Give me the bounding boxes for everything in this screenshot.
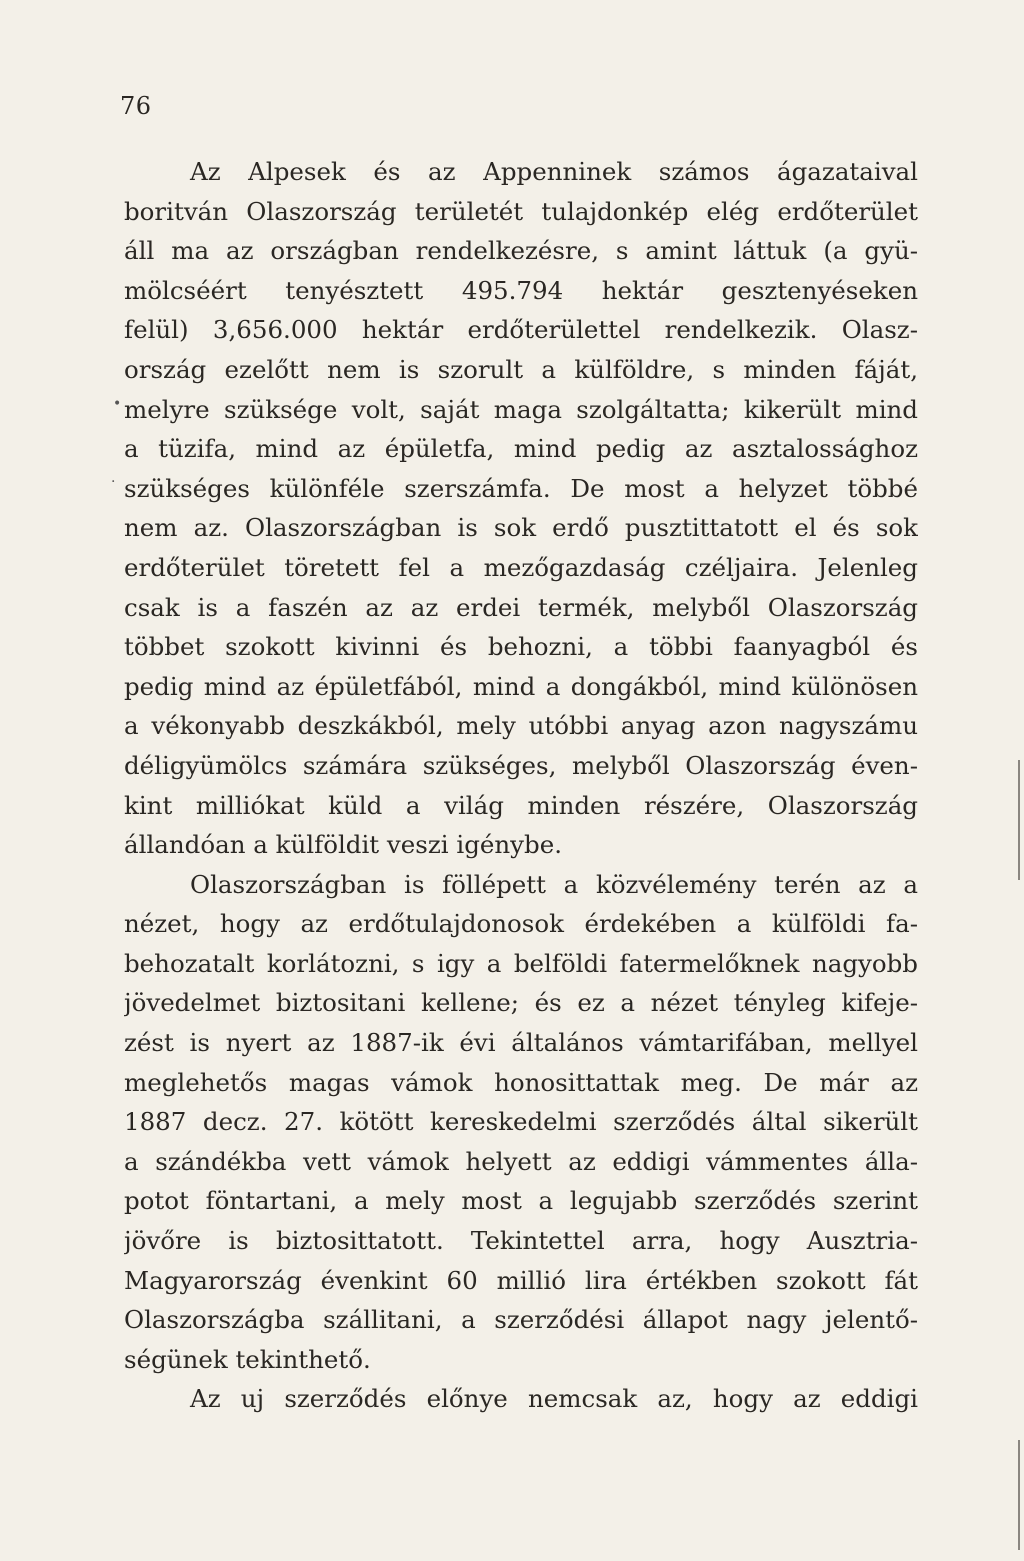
text-line: Olaszországba szállitani, a szerződési állapot nagy jelentő- [124, 1305, 918, 1335]
text-line: jövőre is biztosittatott. Tekintettel arra, hogy Ausztria- [124, 1226, 918, 1256]
text-line: behozatalt korlátozni, s igy a belföldi fatermelőknek nagyobb [124, 948, 918, 978]
text-line: áll ma az országban rendelkezésre, s amint láttuk (a gyü- [124, 236, 918, 266]
text-line: a vékonyabb deszkákból, mely utóbbi anyag azon nagyszámu [124, 711, 918, 741]
text-line: felül) 3,656.000 hektár erdőterülettel rendelkezik. Olasz- [124, 315, 918, 345]
text-line: állandóan a külföldit veszi igénybe. [124, 830, 562, 860]
text-line: szükséges különféle szerszámfa. De most a helyzet többé [124, 473, 918, 503]
text-line: erdőterület töretett fel a mezőgazdaság czéljaira. Jelenleg [124, 552, 918, 582]
text-line: potot föntartani, a mely most a legujabb szerződés szerint [124, 1186, 918, 1216]
text-line: Az uj szerződés előnye nemcsak az, hogy az eddigi [190, 1384, 918, 1414]
text-line: pedig mind az épületfából, mind a dongákból, mind különösen [124, 671, 918, 701]
text-line: Magyarország évenkint 60 millió lira értékben szokott fát [124, 1265, 918, 1295]
margin-dot: · [111, 474, 116, 490]
text-line: csak is a faszén az az erdei termék, melyből Olaszország [124, 592, 918, 622]
page-edge-line [1018, 760, 1020, 880]
text-line: kint milliókat küld a világ minden részére, Olaszország [124, 790, 918, 820]
text-line: mölcséért tenyésztett 495.794 hektár gesztenyéseken [124, 275, 918, 305]
text-line: déligyümölcs számára szükséges, melyből Olaszország éven- [124, 750, 918, 780]
text-line: a szándékba vett vámok helyett az eddigi vámmentes álla- [124, 1146, 918, 1176]
text-line: ország ezelőtt nem is szorult a külföldre, s minden fáját, [124, 354, 918, 384]
text-line: a tüzifa, mind az épületfa, mind pedig az asztalossághoz [124, 434, 918, 464]
text-line: 1887 decz. 27. kötött kereskedelmi szerződés által sikerült [124, 1107, 918, 1137]
text-line: ségünek tekinthető. [124, 1344, 371, 1374]
page-number: 76 [120, 92, 152, 120]
page-edge-line [1018, 1440, 1020, 1550]
text-line: zést is nyert az 1887-ik évi általános vámtarifában, mellyel [124, 1028, 918, 1058]
text-line: boritván Olaszország területét tulajdonkép elég erdőterület [124, 196, 918, 226]
text-line: meglehetős magas vámok honosittattak meg. De már az [124, 1067, 918, 1097]
text-line: nem az. Olaszországban is sok erdő pusztittatott el és sok [124, 513, 918, 543]
text-line: Olaszországban is föllépett a közvélemény terén az a [190, 869, 918, 899]
text-line: többet szokott kivinni és behozni, a többi faanyagból és [124, 632, 918, 662]
body-text [124, 152, 918, 1419]
text-line: Az Alpesek és az Appenninek számos ágazataival [190, 157, 918, 186]
text-line: melyre szüksége volt, saját maga szolgáltatta; kikerült mind [124, 394, 918, 424]
text-line: jövedelmet biztositani kellene; és ez a nézet tényleg kifeje- [124, 988, 918, 1018]
margin-dot: • [113, 396, 122, 412]
text-line: nézet, hogy az erdőtulajdonosok érdekében a külföldi fa- [124, 909, 918, 939]
